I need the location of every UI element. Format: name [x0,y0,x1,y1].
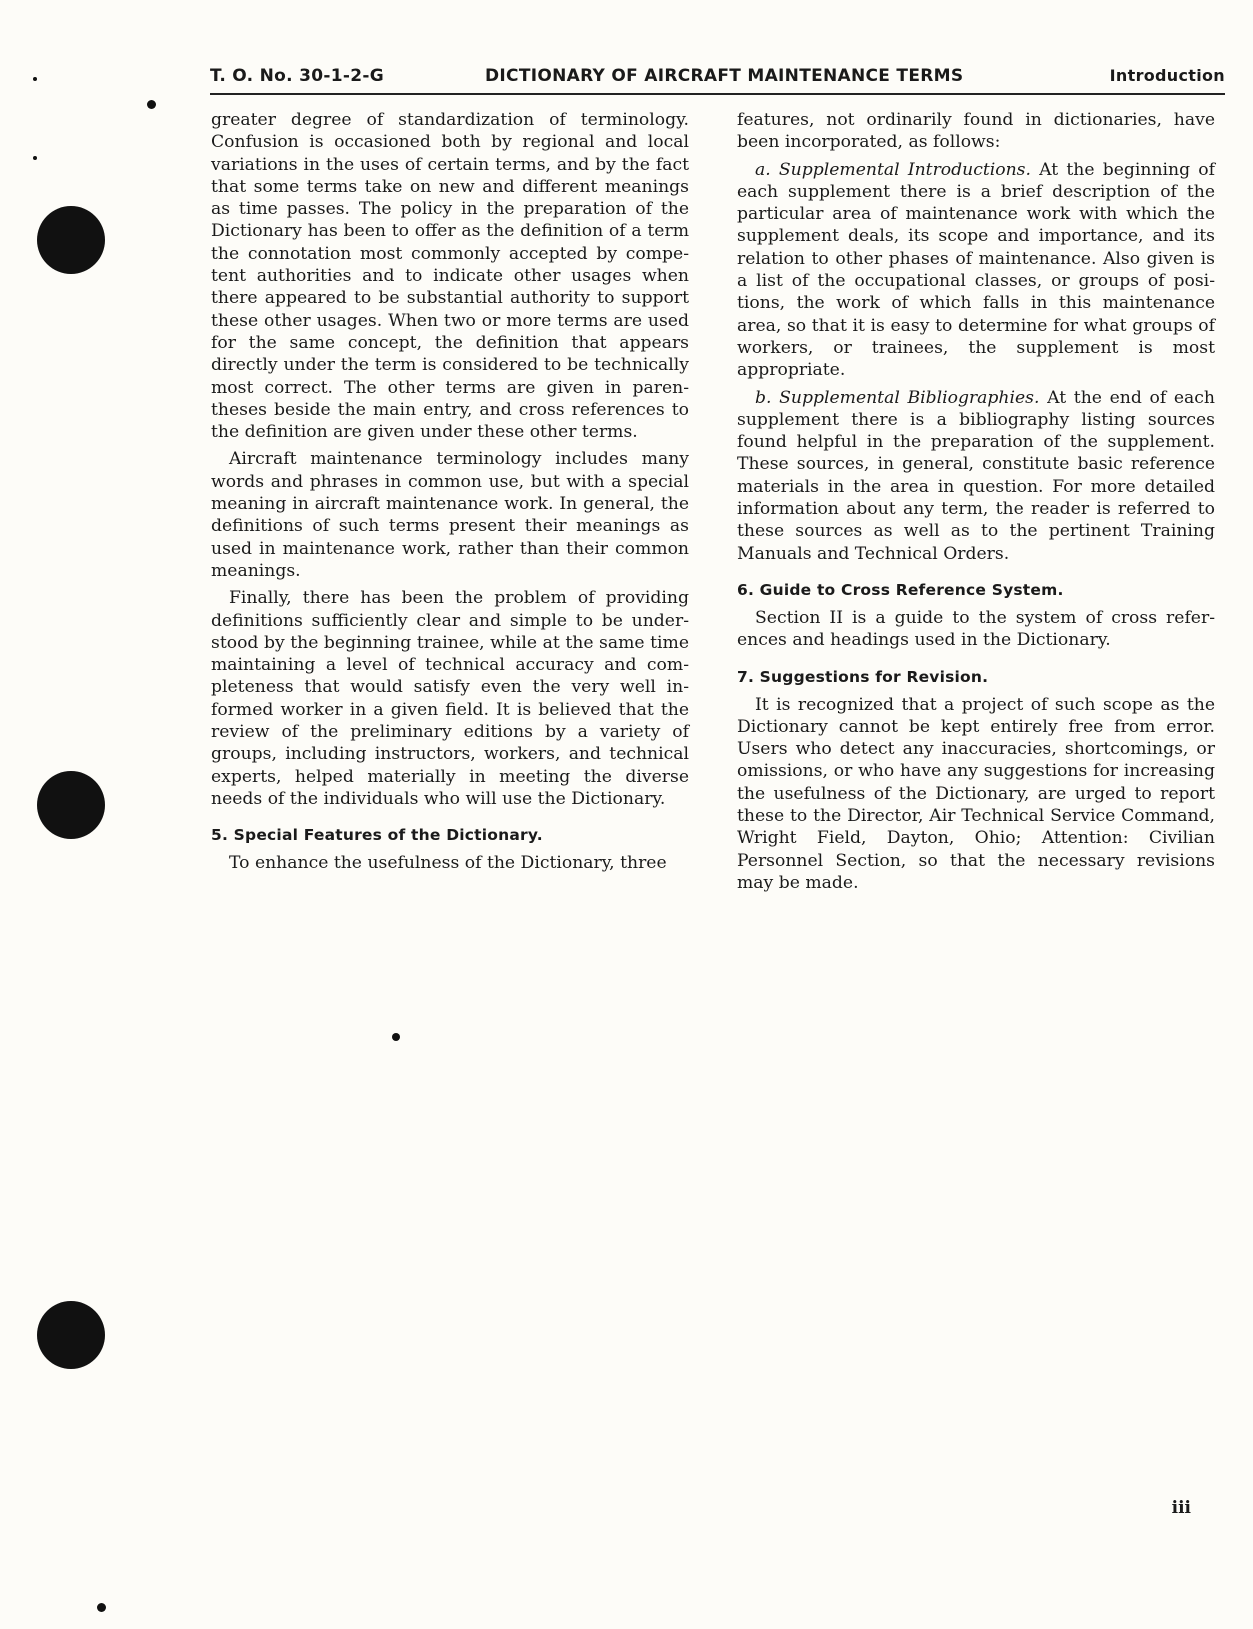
feature-text-b: At the end of each supplement there is a bibliography listing sources found helpful in the preparation of the supplement. These sources, in general, constitute basic reference materials in the area in question. For more detailed information about any term, the reader is referred to these sources as well as to the pertinent Training Manuals and Technical Orders. [737,387,1215,564]
binder-hole [37,1301,105,1369]
paragraph: Finally, there has been the problem of providing definitions sufficiently clear and simple to be understood by the beginning trainee, while at the same time maintaining a level of technical accuracy and completeness that would satisfy even the very well informed worker in a given field. It is believed that the review of the preliminary editions by a variety of groups, including instructors, workers, and technical experts, helped materially in meeting the diverse needs of the individuals who will use the Dictionary. [211,588,689,809]
paragraph-a [737,159,1215,382]
page-number: iii [1171,1498,1191,1518]
section-heading-6: 6. Guide to Cross Reference System. [737,580,1064,599]
speck [33,156,37,160]
paragraph: To enhance the usefulness of the Dictionary, three [229,853,667,874]
paragraph: Aircraft maintenance terminology includes many words and phrases in common use, but with a special meaning in aircraft maintenance work. In general, the definitions of such terms present their meanings as used in maintenance work, rather than their common meanings. [211,449,689,581]
speck [33,77,37,81]
paragraph-b [737,387,1215,565]
paragraph: greater degree of standardization of terminology. Confusion is occasioned both by regional and local variations in the uses of certain terms, and by the fact that some terms take on new and different meanings as time passes. The policy in the preparation of the Dictionary has been to offer as the definition of a term the connotation most commonly accepted by competent authorities and to indicate other usages when there appeared to be substantial authority to support these other usages. When two or more terms are used for the same concept, the definition that appears directly under the term is considered to be technically most correct. The other terms are given in parentheses beside the main entry, and cross references to the definition are given under these other terms. [211,110,689,443]
section-heading-5: 5. Special Features of the Dictionary. [211,826,543,845]
feature-label-b: b. Supplemental Bibliographies. [755,387,1040,408]
section-name: Introduction [1109,66,1225,85]
doc-title: DICTIONARY OF AIRCRAFT MAINTENANCE TERMS [485,66,964,86]
feature-text-a: At the beginning of each supplement there is a brief description of the particular area of maintenance work with which the supplement deals, its scope and importance, and its relation to other phases of maintenance. Also given is a list of the occupational classes, or groups of positions, the work of which falls in this maintenance area, so that it is easy to determine for what groups of workers, or trainees, the supplement is most appropriate. [737,159,1215,381]
running-header [210,64,1225,94]
header-rule [210,93,1225,95]
doc-number: T. O. No. 30-1-2-G [210,66,384,86]
speck [392,1033,400,1041]
speck [97,1603,106,1612]
paragraph: Section II is a guide to the system of cross references and headings used in the Dictionary. [737,607,1215,651]
binder-hole [37,206,105,274]
left-column [211,109,689,880]
section-heading-7: 7. Suggestions for Revision. [737,667,989,686]
paragraph: It is recognized that a project of such scope as the Dictionary cannot be kept entirely free from error. Users who detect any inaccuracies, shortcomings, or omissions, or who have any suggestions for increasing the usefulness of the Dictionary, are urged to report these to the Director, Air Technical Service Command, Wright Field, Dayton, Ohio; Attention: Civilian Personnel Section, so that the necessary revisions may be made. [737,694,1215,893]
feature-label-a: a. Supplemental Introductions. [755,159,1031,180]
speck [147,100,156,109]
binder-hole [37,771,105,839]
right-column [737,109,1215,899]
paragraph: features, not ordinarily found in dictionaries, have been incorporated, as follows: [737,110,1215,153]
